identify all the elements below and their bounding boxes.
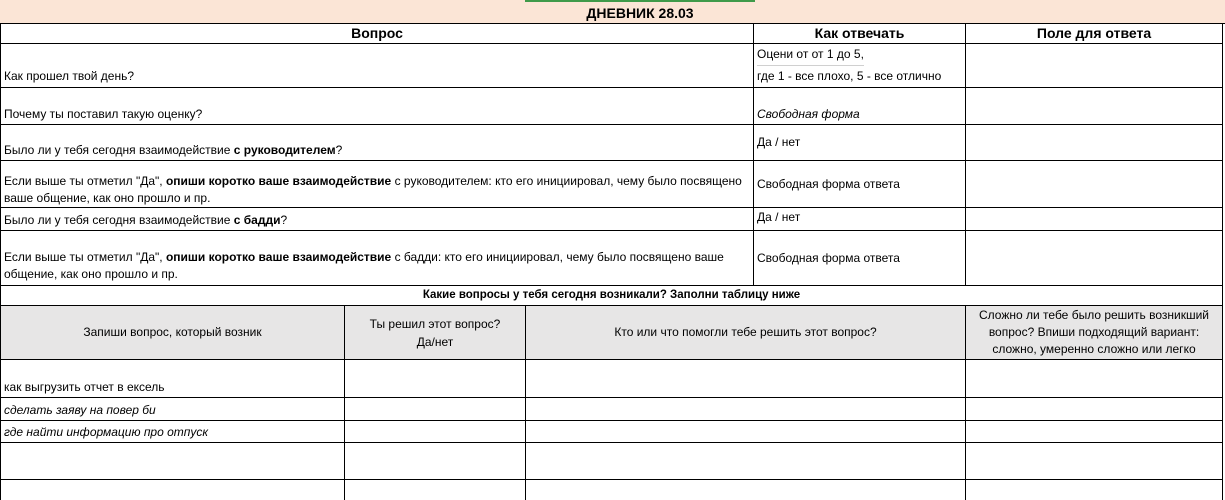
how-line-1: Оцени от от 1 до 5,	[757, 47, 864, 66]
question-text-end: с руководителем: кто его инициировал, чему было посвящено ваше общение, как оно прошло и пр.	[4, 174, 742, 205]
t2-question-cell[interactable]: где найти информацию про отпуск	[0, 421, 345, 443]
question-text: Если выше ты отметил "Да",	[4, 174, 166, 188]
t2-solved-cell[interactable]	[345, 443, 526, 480]
t2-difficulty-cell[interactable]	[966, 421, 1223, 443]
t2-difficulty-cell[interactable]	[966, 480, 1223, 500]
answer-cell[interactable]	[966, 208, 1223, 231]
question-text: Если выше ты отметил "Да",	[4, 250, 166, 264]
t2-difficulty-cell[interactable]	[966, 360, 1223, 398]
question-cell: Как прошел твой день?	[0, 44, 754, 88]
question-text-end: ?	[335, 143, 343, 157]
t2-header-difficulty: Сложно ли тебе было решить возникший вопрос? Впиши подходящий вариант: сложно, умеренно сложно или легко	[966, 306, 1223, 360]
t2-helper-cell[interactable]	[526, 421, 966, 443]
answer-cell[interactable]	[966, 88, 1223, 125]
answer-cell[interactable]	[966, 161, 1223, 208]
t2-question-cell[interactable]: как выгрузить отчет в ексель	[0, 360, 345, 398]
t2-helper-cell[interactable]	[526, 443, 966, 480]
t2-question-cell[interactable]	[0, 443, 345, 480]
question-text-end: ?	[280, 213, 288, 227]
how-line-2: где 1 - все плохо, 5 - все отлично	[757, 69, 942, 83]
t2-difficulty-cell[interactable]	[966, 443, 1223, 480]
how-cell: Да / нет	[754, 125, 966, 161]
t2-solved-cell[interactable]	[345, 360, 526, 398]
question-cell: Почему ты поставил такую оценку?	[0, 88, 754, 125]
t2-header-question: Запиши вопрос, который возник	[0, 306, 345, 360]
t2-question-cell[interactable]	[0, 480, 345, 500]
question-emphasis: опиши коротко ваше взаимодействие	[165, 174, 392, 188]
question-emphasis: опиши коротко ваше взаимодействие	[165, 250, 392, 264]
question-cell	[0, 208, 754, 231]
answer-cell[interactable]	[966, 44, 1223, 88]
t2-solved-cell[interactable]	[345, 421, 526, 443]
t2-question-cell[interactable]: сделать заяву на повер би	[0, 398, 345, 421]
t2-solved-cell[interactable]	[345, 398, 526, 421]
how-cell: Да / нет	[754, 208, 966, 231]
section-title: Какие вопросы у тебя сегодня возникали? Заполни таблицу ниже	[0, 286, 1223, 306]
how-cell: Свободная форма ответа	[754, 231, 966, 286]
how-cell: Свободная форма	[754, 88, 966, 125]
how-cell: Свободная форма ответа	[754, 161, 966, 208]
page-title: ДНЕВНИК 28.03	[525, 0, 755, 23]
question-cell	[0, 231, 754, 286]
header-how: Как отвечать	[754, 23, 966, 44]
answer-cell[interactable]	[966, 231, 1223, 286]
question-cell	[0, 125, 754, 161]
question-cell	[0, 161, 754, 208]
t2-solved-cell[interactable]	[345, 480, 526, 500]
how-cell	[754, 44, 966, 88]
header-question: Вопрос	[0, 23, 754, 44]
question-emphasis: с бадди	[233, 213, 281, 227]
question-emphasis: с руководителем	[233, 143, 336, 157]
t2-header-solved: Ты решил этот вопрос? Да/нет	[345, 306, 526, 360]
question-text-end: с бадди: кто его инициировал, чему было посвящено ваше общение, как оно прошло и пр.	[4, 250, 724, 281]
answer-cell[interactable]	[966, 125, 1223, 161]
t2-helper-cell[interactable]	[526, 480, 966, 500]
t2-helper-cell[interactable]	[526, 398, 966, 421]
t2-difficulty-cell[interactable]	[966, 398, 1223, 421]
t2-header-helper: Кто или что помогли тебе решить этот вопрос?	[526, 306, 966, 360]
question-text: Было ли у тебя сегодня взаимодействие	[4, 213, 234, 227]
header-answer: Поле для ответа	[966, 23, 1223, 44]
question-text: Было ли у тебя сегодня взаимодействие	[4, 143, 234, 157]
t2-helper-cell[interactable]	[526, 360, 966, 398]
